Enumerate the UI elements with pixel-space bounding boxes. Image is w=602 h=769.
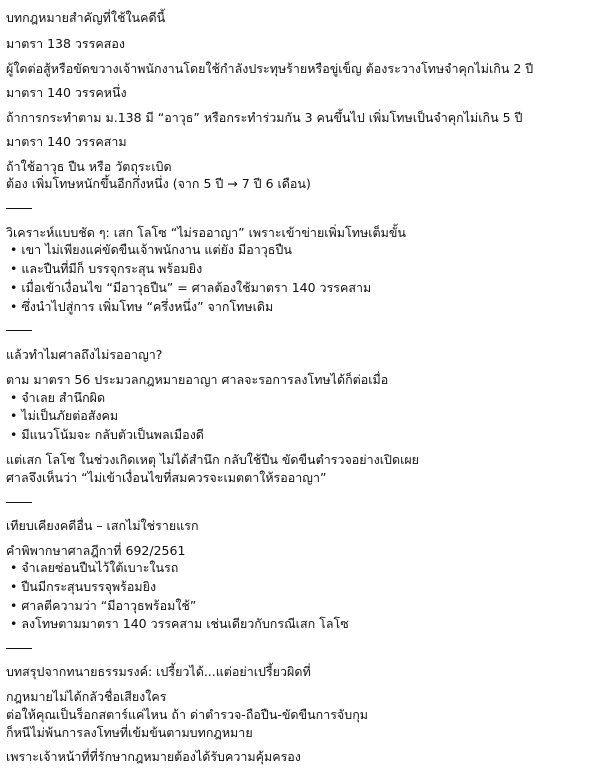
- divider: [6, 502, 32, 503]
- list-item: • ซึ่งนำไปสู่การ เพิ่มโทษ “ครึ่งหนึ่ง” จากโทษเดิม: [10, 299, 274, 314]
- list-item: • ศาลตีความว่า “มีอาวุธพร้อมใช้”: [10, 598, 197, 613]
- section-140-1-title: มาตรา 140 วรรคหนึ่ง: [6, 85, 127, 100]
- why-question: แล้วทำไมศาลถึงไม่รออาญา?: [6, 347, 163, 362]
- section-140-1-text: ถ้าการกระทำตาม ม.138 มี “อาวุธ” หรือกระทำร่วมกัน 3 คนขึ้นไป เพิ่มโทษเป็นจำคุกไม่เกิน 5 ปี: [6, 110, 523, 125]
- divider: [6, 330, 32, 331]
- sek-line-1: แต่เสก โลโซ ในช่วงเกิดเหตุ ไม่ได้สำนึก กลับใช้ปืน ขัดขืนตำรวจอย่างเปิดเผย: [6, 452, 419, 467]
- section-138-text: ผู้ใดต่อสู้หรือขัดขวางเจ้าพนักงานโดยใช้กำลังประทุษร้ายหรือขู่เข็ญ ต้องระวางโทษจำคุกไม่เกิน 2 ปี: [6, 61, 534, 76]
- conclusion-line-2: ต่อให้คุณเป็นร็อกสตาร์แค่ไหน ถ้า ด่าตำรวจ-ถือปืน-ขัดขืนการจับกุม: [6, 707, 368, 722]
- list-item: • จำเลยซ่อนปืนไว้ใต้เบาะในรถ: [10, 560, 179, 575]
- list-item: • จำเลย สำนึกผิด: [10, 390, 106, 405]
- final-line: เพราะเจ้าหน้าที่ที่รักษากฎหมายต้องได้รับความคุ้มครอง: [6, 749, 301, 764]
- list-item: • และปืนที่มีก็ บรรจุกระสุน พร้อมยิง: [10, 261, 203, 276]
- list-item: • ลงโทษตามมาตรา 140 วรรคสาม เช่นเดียวกับกรณีเสก โลโซ: [10, 616, 349, 631]
- list-item: • ปืนมีกระสุนบรรจุพร้อมยิง: [10, 579, 157, 594]
- conclusion-line-1: กฎหมายไม่ได้กลัวชื่อเสียงใคร: [6, 689, 167, 704]
- divider: [6, 648, 32, 649]
- section-140-3-title: มาตรา 140 วรรคสาม: [6, 134, 127, 149]
- section-140-3-text-2: ต้อง เพิ่มโทษหนักขึ้นอีกกึ่งหนึ่ง (จาก 5 ปี → 7 ปี 6 เดือน): [6, 176, 311, 191]
- list-item: • ไม่เป็นภัยต่อสังคม: [10, 408, 119, 423]
- conclusion-title: บทสรุปจากทนายธรรมรงค์: เปรี้ยวได้...แต่อย่าเปรี้ยวผิดที่: [6, 664, 311, 679]
- list-item: • เมื่อเข้าเงื่อนไข “มีอาวุธปืน” = ศาลต้องใช้มาตรา 140 วรรคสาม: [10, 280, 372, 295]
- section-140-3-text-1: ถ้าใช้อาวุธ ปืน หรือ วัตถุระเบิด: [6, 159, 172, 174]
- list-item: • มีแนวโน้มจะ กลับตัวเป็นพลเมืองดี: [10, 427, 204, 442]
- divider: [6, 208, 32, 209]
- conclusion-line-3: ก็หนีไม่พ้นการลงโทษที่เข้มข้นตามบทกฎหมาย: [6, 725, 253, 740]
- sek-line-2: ศาลจึงเห็นว่า “ไม่เข้าเงื่อนไขที่สมควรจะเมตตาให้รออาญา”: [6, 470, 327, 485]
- section-56-intro: ตาม มาตรา 56 ประมวลกฎหมายอาญา ศาลจะรอการลงโทษได้ก็ต่อเมื่อ: [6, 372, 389, 387]
- list-item: • เขา ไม่เพียงแค่ขัดขืนเจ้าพนักงาน แต่ยัง มีอาวุธปืน: [10, 242, 292, 257]
- analysis-title: วิเคราะห์แบบชัด ๆ: เสก โลโซ “ไม่รออาญา” เพราะเข้าข่ายเพิ่มโทษเต็มขั้น: [6, 225, 406, 240]
- law-heading: บทกฎหมายสำคัญที่ใช้ในคดีนี้: [6, 10, 166, 25]
- section-138-title: มาตรา 138 วรรคสอง: [6, 36, 125, 51]
- compare-title: เทียบเคียงคดีอื่น – เสกไม่ใช่รายแรก: [6, 518, 199, 533]
- ruling-title: คำพิพากษาศาลฎีกาที่ 692/2561: [6, 543, 186, 558]
